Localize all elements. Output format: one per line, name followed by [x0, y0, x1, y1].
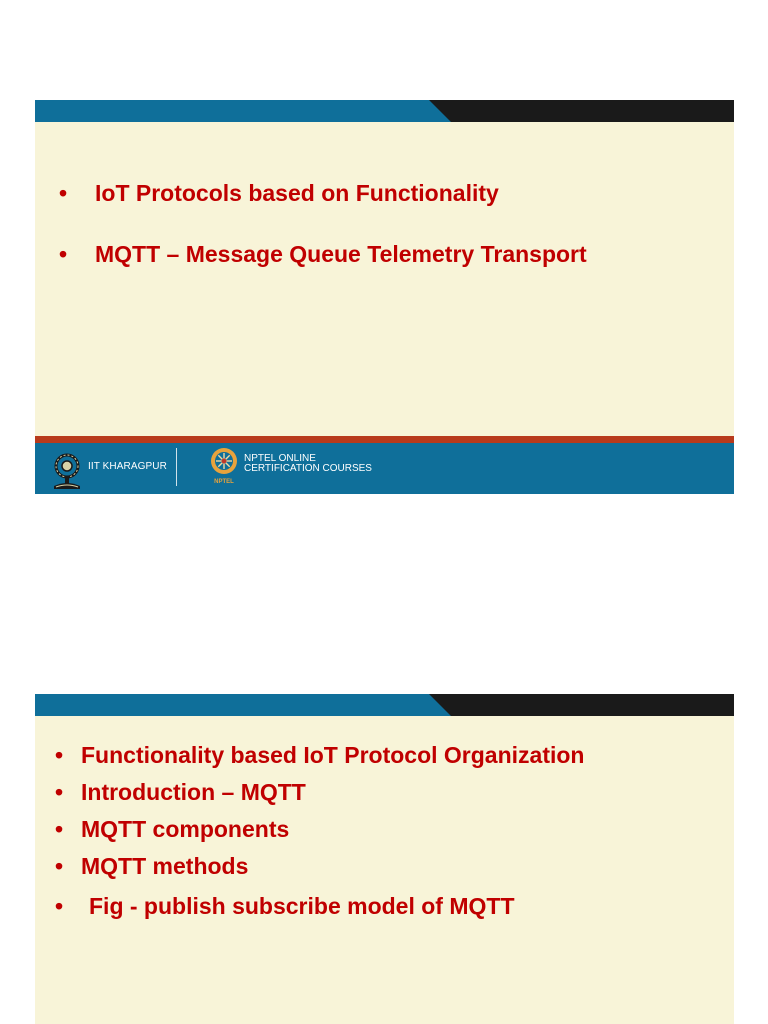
program-line-1: NPTEL ONLINE — [244, 453, 316, 464]
bullet-marker: • — [55, 742, 64, 768]
program-line-2: CERTIFICATION COURSES — [244, 463, 372, 474]
bullet-marker: • — [59, 241, 68, 267]
nptel-logo-text: NPTEL — [214, 479, 234, 485]
bullet-marker: • — [59, 180, 68, 206]
bullet-marker: • — [55, 893, 64, 919]
slide-header-bar — [35, 694, 734, 716]
bullet-item — [55, 891, 584, 921]
slide-2 — [35, 694, 734, 1024]
bullet-item — [55, 777, 584, 807]
bullet-item — [55, 740, 584, 770]
bullet-item — [55, 814, 584, 844]
bullet-text: Fig - publish subscribe model of MQTT — [89, 893, 515, 919]
bullet-item — [59, 178, 587, 208]
bullet-item — [55, 851, 584, 881]
bullet-text: MQTT – Message Queue Telemetry Transport — [95, 241, 587, 267]
footer-divider — [176, 448, 177, 486]
institute-name: IIT KHARAGPUR — [88, 461, 167, 472]
program-name — [244, 454, 372, 474]
nptel-logo-icon — [207, 445, 241, 485]
bullet-text: MQTT components — [81, 816, 290, 842]
bullet-marker: • — [55, 779, 64, 805]
slide-header-bar — [35, 100, 734, 122]
slide-1 — [35, 100, 734, 494]
footer-rule — [35, 436, 734, 443]
bullet-text: IoT Protocols based on Functionality — [95, 180, 499, 206]
bullet-list — [59, 178, 587, 300]
bullet-text: MQTT methods — [81, 853, 249, 879]
bullet-item — [59, 239, 587, 269]
bullet-marker: • — [55, 816, 64, 842]
bullet-text: Functionality based IoT Protocol Organization — [81, 742, 585, 768]
slide-footer — [35, 436, 734, 494]
iit-kharagpur-logo-icon — [49, 450, 85, 490]
bullet-marker: • — [55, 853, 64, 879]
bullet-text: Introduction – MQTT — [81, 779, 306, 805]
bullet-list — [55, 740, 584, 928]
